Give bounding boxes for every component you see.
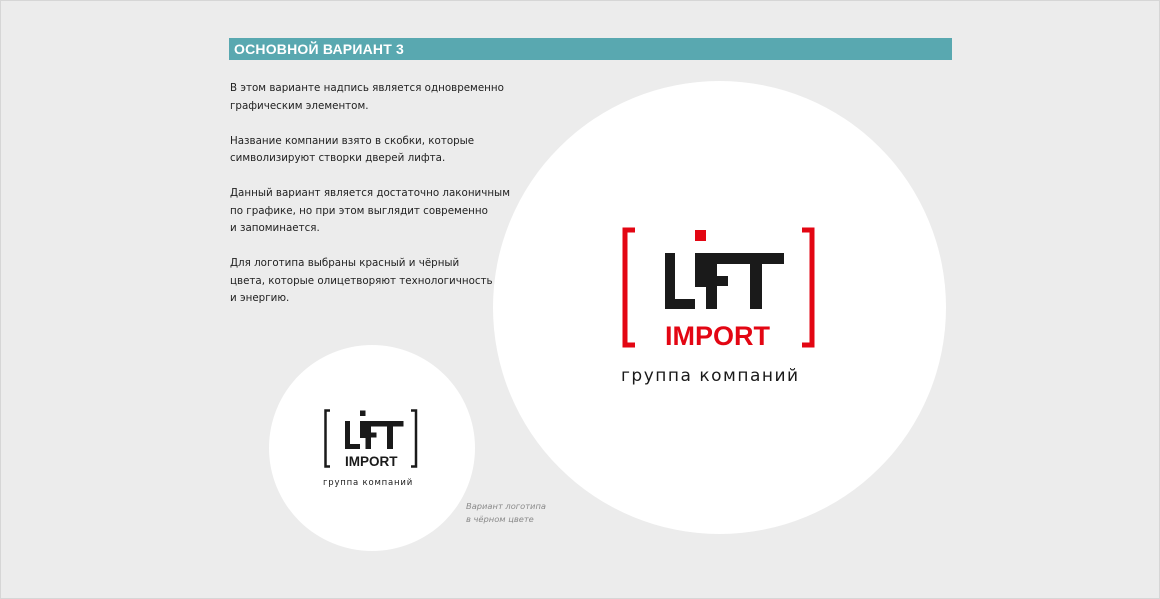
letter-i-dot (695, 230, 706, 241)
letter-l-base (665, 299, 695, 309)
description-paragraph-1: В этом варианте надпись является одновременно графическим элементом. (230, 82, 504, 112)
lift-import-logo-color (620, 226, 820, 386)
description-paragraph-2: Название компании взято в скобки, которые символизируют створки дверей лифта. (230, 134, 475, 164)
letter-t-stem (750, 264, 762, 309)
description-paragraph-4: Для логотипа выбраны красный и чёрный цвета, которые олицетворяют технологичность и энергию. (230, 257, 493, 304)
mono-letter-l-base (345, 444, 360, 449)
mono-letter-t-stem (387, 427, 393, 450)
letter-t-top (728, 253, 784, 264)
lift-import-logo-mono-graphic (322, 409, 422, 489)
mono-letter-f-top (366, 421, 377, 427)
mono-letter-i-stem (360, 421, 366, 438)
logo-word-import: IMPORT (665, 321, 770, 351)
mono-right-bracket (411, 411, 416, 467)
right-bracket (802, 230, 812, 345)
letter-f-top (706, 253, 728, 264)
lift-import-logo-mono (322, 409, 422, 489)
description-text (230, 80, 520, 325)
letter-i-stem (695, 253, 706, 287)
logo-tagline: группа компаний (621, 366, 800, 386)
mono-letter-i-dot (360, 411, 366, 417)
description-paragraph-3: Данный вариант является достаточно лаконичным по графике, но при этом выглядит современно и запоминается. (230, 187, 510, 234)
mono-letter-t-top (377, 421, 404, 427)
letter-f-stem (706, 264, 717, 309)
lift-import-logo-color-graphic (620, 226, 820, 386)
letter-f-mid (717, 276, 728, 286)
mono-logo-caption: Вариант логотипа в чёрном цвете (466, 501, 546, 524)
section-title: ОСНОВНОЙ ВАРИАНТ 3 (229, 38, 952, 60)
left-bracket (625, 230, 635, 345)
mono-logo-word-import: IMPORT (345, 454, 398, 469)
mono-letter-f-mid (371, 433, 377, 438)
mono-letter-f-stem (366, 427, 372, 450)
mono-logo-tagline: группа компаний (323, 478, 414, 488)
mono-left-bracket (326, 411, 331, 467)
